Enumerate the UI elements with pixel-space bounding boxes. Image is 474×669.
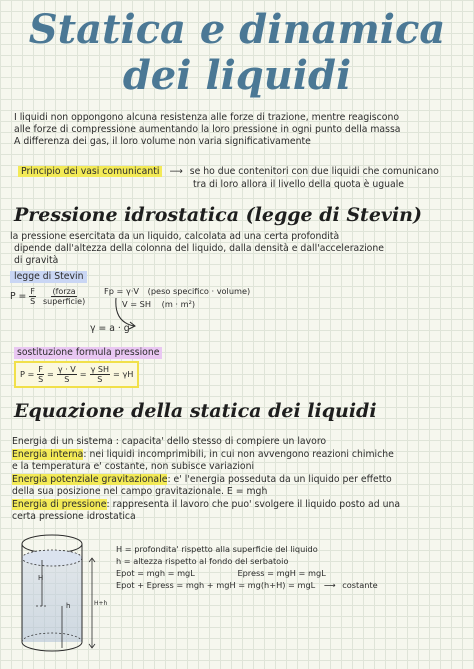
p-numerator: F <box>30 287 35 296</box>
boxed-f1-den: S <box>38 375 44 384</box>
eq-energies-row <box>116 567 378 579</box>
arrow-icon: ⟶ <box>169 166 183 177</box>
pressione-line-3: di gravità <box>14 255 59 266</box>
vasi-row <box>18 166 439 178</box>
vasi-text-1: se ho due contenitori con due liquidi che comunicano <box>189 166 439 177</box>
pressure-formula <box>10 287 85 306</box>
p-fraction <box>29 287 36 306</box>
peso-note: (peso specifico · volume) <box>147 286 251 296</box>
p-lhs: P = <box>10 290 27 302</box>
energia-interna-text: : nei liquidi incomprimibili, in cui non avvengono reazioni chimiche <box>83 448 394 460</box>
eq-sum-row <box>116 579 378 591</box>
energy-potenziale-line-2: della sua posizione nel campo gravitazionale. E = mgh <box>12 486 268 497</box>
energy-pressione-row <box>12 499 400 512</box>
boxed-f3-den: S <box>97 375 103 384</box>
boxed-lhs: P = <box>20 369 35 379</box>
energia-interna-label: Energia interna <box>12 448 84 460</box>
costante-label: costante <box>342 580 378 590</box>
sostituzione-label: sostituzione formula pressione <box>14 347 162 359</box>
energy-paragraph <box>12 436 400 524</box>
energy-line-1: Energia di un sistema : capacita' dello stesso di compiere un lavoro <box>12 436 327 447</box>
boxed-pressure-formula <box>14 361 139 388</box>
page-title <box>0 8 474 98</box>
eq-altezza: h = altezza rispetto al fondo del serbatoio <box>116 556 289 566</box>
energia-potenziale-label: Energia potenziale gravitazionale <box>12 473 168 485</box>
intro-paragraph <box>14 112 401 148</box>
pressione-paragraph <box>10 231 384 267</box>
eq-sum: Epot + Epress = mgh + mgH = mg(h+H) = mgL <box>116 580 316 590</box>
intro-line-3: A differenza dei gas, il loro volume non varia significativamente <box>14 136 311 147</box>
energy-interna-row <box>12 449 400 462</box>
v-units: (m · m²) <box>161 299 196 309</box>
energia-potenziale-text: : e' l'energia posseduta da un liquido per effetto <box>167 473 392 485</box>
v-formula: V = SH <box>122 299 152 309</box>
energia-pressione-label: Energia di pressione <box>12 498 107 510</box>
energia-pressione-text: : rappresenta il lavoro che puo' svolgere il liquido posto ad una <box>106 498 401 510</box>
intro-line-2: alle forze di compressione aumentando la loro pressione in ogni punto della massa <box>14 124 401 135</box>
units-note <box>43 287 85 306</box>
forza-label: (forza <box>52 287 76 296</box>
boxed-f1-num: F <box>38 365 44 374</box>
boxed-frac-3 <box>90 365 110 384</box>
title-line-1: Statica e dinamica <box>28 6 446 53</box>
vasi-label: Principio dei vasi comunicanti <box>18 166 162 177</box>
superficie-label: superficie) <box>42 297 86 306</box>
boxed-result: = γH <box>112 369 134 379</box>
section-heading-pressione: Pressione idrostatica (legge di Stevin) <box>14 204 422 226</box>
energy-pressione-line-2: certa pressione idrostatica <box>12 511 136 522</box>
section-heading-equazione: Equazione della statica dei liquidi <box>14 400 377 422</box>
p-denominator: S <box>30 297 36 306</box>
h-lower-label: h <box>66 602 71 610</box>
eq-epress: Epress = mgH = mgL <box>237 568 326 578</box>
equals-sign: = <box>47 369 54 379</box>
pressione-line-1: la pressione esercitata da un liquido, calcolata ad una certa profondità <box>10 231 340 242</box>
pressione-line-2: dipende dall'altezza della colonna del liquido, dalla densità e dall'accelerazione <box>14 243 384 254</box>
boxed-frac-2 <box>57 365 77 384</box>
energy-interna-line-2: e la temperatura e' costante, non subisce variazioni <box>12 461 255 472</box>
fp-equation: Fp = γ·V <box>104 286 140 296</box>
intro-line-1: I liquidi non oppongono alcuna resistenza alle forze di trazione, mentre reagiscono <box>14 112 400 123</box>
energy-potenziale-row <box>12 474 400 487</box>
legge-stevin-label: legge di Stevin <box>10 271 87 283</box>
equals-sign: = <box>79 369 87 379</box>
arrow-icon: ⟶ <box>323 580 336 590</box>
eq-epot: Epot = mgh = mgL <box>116 568 195 578</box>
boxed-f2-num: γ · V <box>57 365 76 374</box>
eq-profondita: H = profondita' rispetto alla superficie del liquido <box>116 544 318 554</box>
h-upper-label: H <box>38 574 44 582</box>
h-sum-label: H+h <box>94 600 108 607</box>
cylinder-diagram <box>14 530 110 660</box>
boxed-frac-1 <box>37 365 44 384</box>
boxed-f3-num: γ SH <box>90 365 109 374</box>
gamma-formula: γ = a · g <box>90 323 130 334</box>
equations-block <box>116 543 378 591</box>
vasi-text-2: tra di loro allora il livello della quota è uguale <box>193 179 405 190</box>
title-line-2: dei liquidi <box>122 52 352 99</box>
boxed-f2-den: S <box>64 375 70 384</box>
